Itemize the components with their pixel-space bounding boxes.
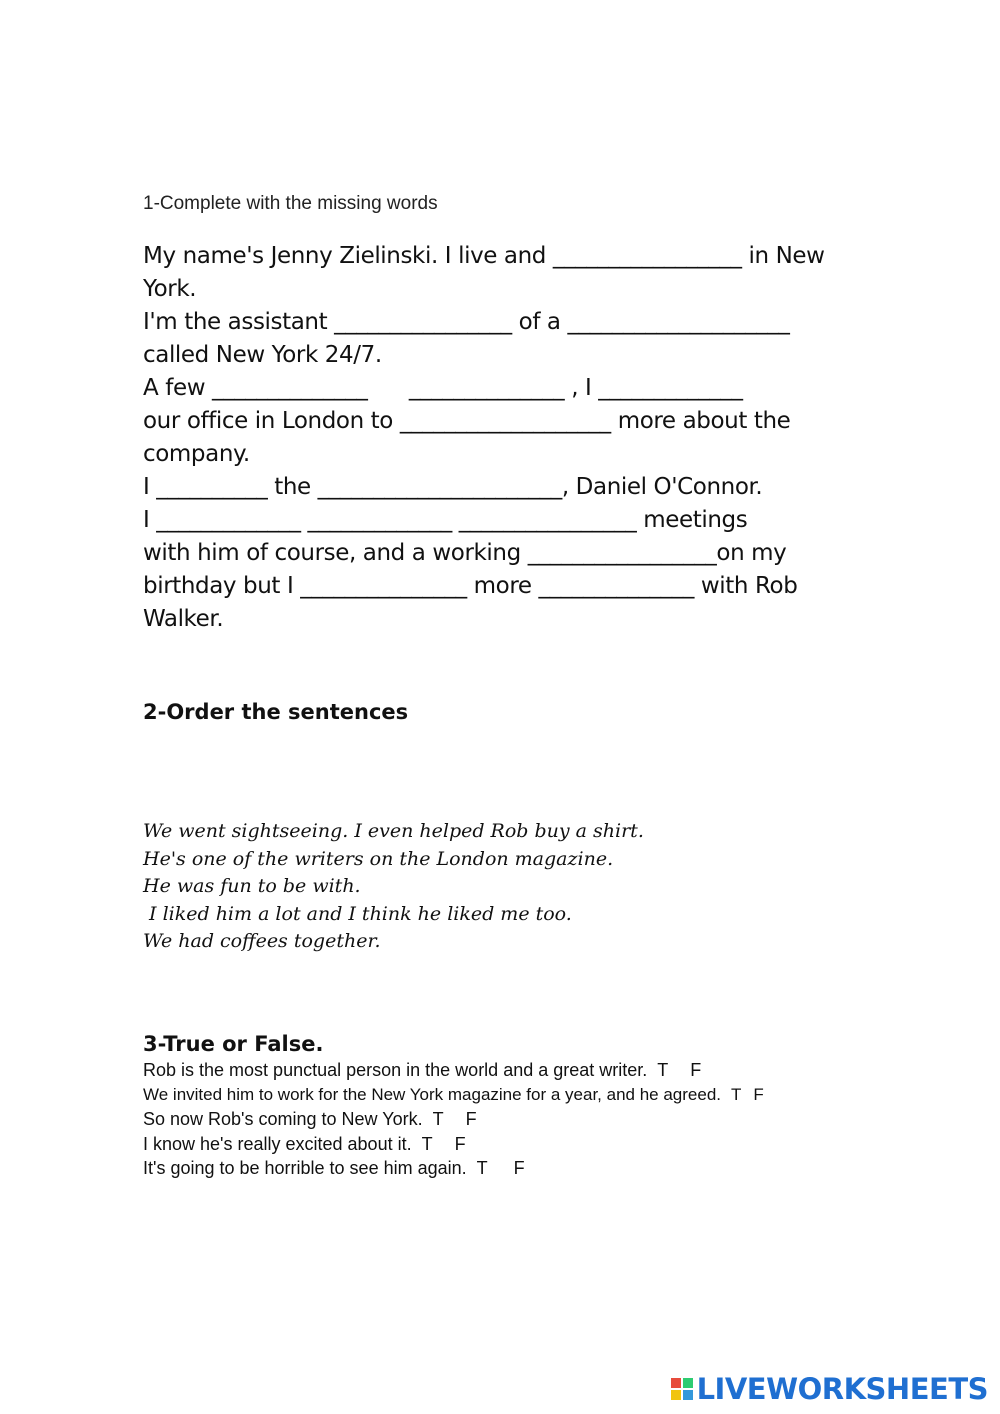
gap-fill-line[interactable]: I'm the assistant ________________ of a ____________________ bbox=[143, 309, 790, 335]
logo-block bbox=[683, 1390, 693, 1400]
logo-block bbox=[683, 1378, 693, 1388]
tf-statement: I know he's really excited about it. bbox=[143, 1133, 412, 1154]
tf-statement: We invited him to work for the New York magazine for a year, and he agreed. bbox=[143, 1084, 721, 1104]
order-sentence[interactable]: He was fun to be with. bbox=[143, 875, 361, 897]
order-sentence[interactable]: We went sightseeing. I even helped Rob buy a shirt. bbox=[143, 820, 644, 842]
gap-fill-line[interactable]: I __________ the ______________________, Daniel O'Connor. bbox=[143, 474, 763, 500]
tf-statement: It's going to be horrible to see him again. bbox=[143, 1158, 467, 1178]
logo-text: LIVEWORKSHEETS bbox=[696, 1372, 988, 1406]
order-sentence[interactable]: I liked him a lot and I think he liked me too. bbox=[143, 902, 572, 925]
liveworksheets-logo bbox=[671, 1372, 988, 1406]
logo-block bbox=[671, 1378, 681, 1388]
logo-blocks-icon bbox=[671, 1378, 693, 1400]
tf-statement: So now Rob's coming to New York. bbox=[143, 1109, 423, 1129]
gap-fill-line[interactable]: birthday but I _______________ more ______________ with Rob bbox=[143, 573, 798, 599]
order-sentences-list bbox=[143, 818, 644, 956]
tf-item bbox=[143, 1083, 764, 1108]
tf-item bbox=[143, 1058, 764, 1083]
gap-fill-line: called New York 24/7. bbox=[143, 342, 382, 368]
gap-fill-line[interactable]: My name's Jenny Zielinski. I live and _________________ in New bbox=[143, 243, 825, 269]
gap-fill-line[interactable]: our office in London to ___________________ more about the bbox=[143, 408, 791, 434]
false-option[interactable]: F bbox=[513, 1158, 525, 1178]
false-option[interactable]: F bbox=[465, 1109, 477, 1129]
gap-fill-line[interactable]: I _____________ _____________ ________________ meetings bbox=[143, 507, 748, 533]
true-option[interactable]: T bbox=[657, 1060, 669, 1080]
gap-fill-paragraph bbox=[143, 240, 863, 636]
logo-block bbox=[671, 1390, 681, 1400]
tf-item bbox=[143, 1132, 764, 1157]
true-false-list bbox=[143, 1058, 764, 1181]
false-option[interactable]: F bbox=[454, 1133, 466, 1154]
gap-fill-line: Walker. bbox=[143, 606, 224, 632]
section2-title: 2-Order the sentences bbox=[143, 700, 409, 724]
gap-fill-line: York. bbox=[143, 276, 197, 302]
tf-item bbox=[143, 1107, 764, 1132]
gap-fill-line: company. bbox=[143, 441, 250, 467]
tf-item bbox=[143, 1156, 764, 1181]
true-option[interactable]: T bbox=[432, 1109, 444, 1129]
true-option[interactable]: T bbox=[421, 1133, 433, 1154]
true-option[interactable]: T bbox=[476, 1158, 488, 1178]
section1-title: 1-Complete with the missing words bbox=[143, 193, 438, 214]
gap-fill-line[interactable]: with him of course, and a working _________________on my bbox=[143, 540, 787, 566]
section3-title: 3-True or False. bbox=[143, 1032, 324, 1056]
order-sentence[interactable]: He's one of the writers on the London magazine. bbox=[143, 847, 614, 870]
gap-fill-line[interactable]: A few ______________ ______________ , I _____________ bbox=[143, 375, 743, 401]
true-option[interactable]: T bbox=[731, 1084, 742, 1104]
order-sentence[interactable]: We had coffees together. bbox=[143, 930, 381, 952]
tf-statement: Rob is the most punctual person in the world and a great writer. bbox=[143, 1060, 648, 1080]
false-option[interactable]: F bbox=[690, 1060, 702, 1080]
false-option[interactable]: F bbox=[753, 1084, 764, 1104]
